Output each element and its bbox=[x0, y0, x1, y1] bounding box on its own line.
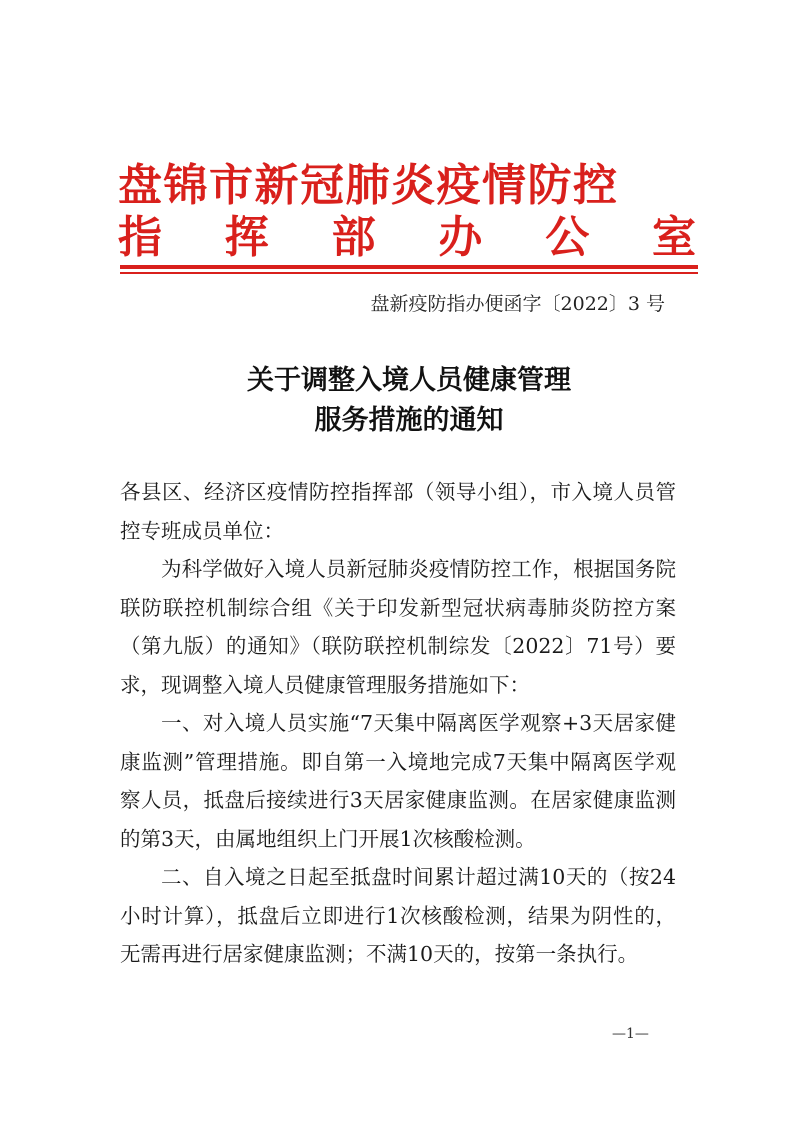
issuer-name-line-2 bbox=[118, 212, 696, 264]
document-number: 盘新疫防指办便函字〔2022〕3 号 bbox=[370, 293, 665, 315]
issuer-char: 办 bbox=[438, 212, 483, 263]
header-divider-thin bbox=[120, 272, 698, 274]
issuer-char: 室 bbox=[651, 212, 696, 263]
issuer-char: 挥 bbox=[224, 212, 269, 263]
addressee: 各县区、经济区疫情防控指挥部（领导小组），市入境人员管控专班成员单位： bbox=[120, 480, 676, 543]
body-paragraph: 二、自入境之日起至抵盘时间累计超过满10天的（按24小时计算），抵盘后立即进行1次核酸检测，结果为阴性的，无需再进行居家健康监测；不满10天的，按第一条执行。 bbox=[120, 865, 676, 966]
issuer-char: 指 bbox=[118, 212, 162, 263]
document-title-line-1: 关于调整入境人员健康管理 bbox=[247, 365, 571, 396]
page-number: —1— bbox=[612, 1026, 649, 1042]
body-paragraph: 为科学做好入境人员新冠肺炎疫情防控工作，根据国务院联防联控机制综合组《关于印发新型冠状病毒肺炎防控方案（第九版）的通知》（联防联控机制综发〔2022〕71号）要求，现调整入境人员健康管理服务措施如下： bbox=[120, 557, 676, 697]
document-body bbox=[120, 473, 676, 974]
issuer-name-line-1: 盘锦市新冠肺炎疫情防控 bbox=[118, 160, 619, 211]
body-paragraph: 一、对入境人员实施“7天集中隔离医学观察+3天居家健康监测”管理措施。即自第一入境地完成7天集中隔离医学观察人员，抵盘后接续进行3天居家健康监测。在居家健康监测的第3天，由属地组织上门开展1次核酸检测。 bbox=[120, 711, 676, 851]
issuer-char: 公 bbox=[545, 212, 590, 263]
document-title-line-2: 服务措施的通知 bbox=[314, 405, 504, 436]
issuer-char: 部 bbox=[331, 212, 376, 263]
header-divider-thick bbox=[120, 265, 698, 269]
